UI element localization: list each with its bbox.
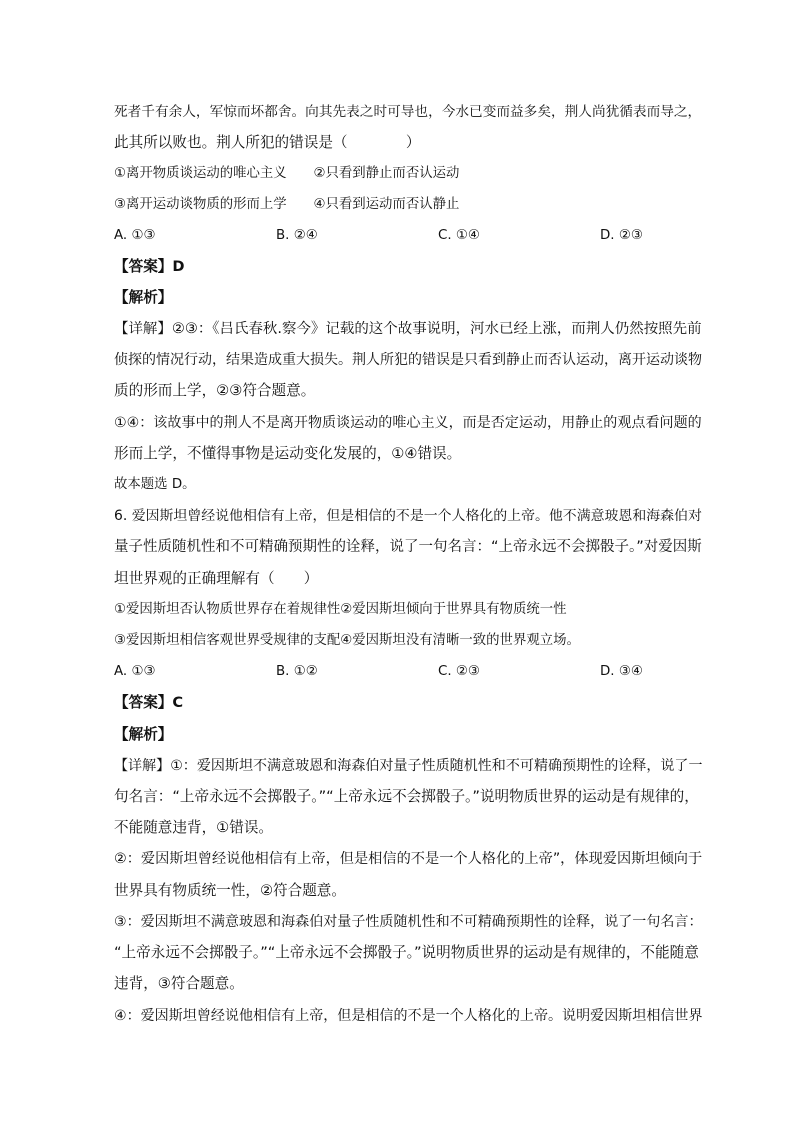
q5-answer: 【答案】D <box>114 258 185 275</box>
q6-detail-line-9: ④：爱因斯坦曾经说他相信有上帝，但是相信的不是一个人格化的上帝。说明爱因斯坦相信世界 <box>114 1008 703 1024</box>
q6-detail-line-8: 违背，③符合题意。 <box>114 975 244 992</box>
q6-item-line-2: ③爱因斯坦相信客观世界受规律的支配④爱因斯坦没有清晰一致的世界观立场。 <box>114 633 580 648</box>
q6-detail-line-7: “上帝永远不会掷骰子。”“上帝永远不会掷骰子。”说明物质世界的运动是有规律的，不能随意 <box>114 944 699 961</box>
q6-stem-line-2: 量子性质随机性和不可精确预期性的诠释，说了一句名言：“上帝永远不会掷骰子。”对爱因斯 <box>114 539 702 555</box>
q6-detail-line-2: 句名言：“上帝永远不会掷骰子。”“上帝永远不会掷骰子。”说明物质世界的运动是有规律的， <box>114 788 699 805</box>
q5-option-b: B. ②④ <box>276 228 318 243</box>
q6-detail-line-3: 不能随意违背，①错误。 <box>114 819 274 836</box>
q6-detail-line-6: ③：爱因斯坦不满意玻恩和海森伯对量子性质随机性和不可精确预期性的诠释，说了一句名言： <box>114 914 703 930</box>
q5-detail-line-1: 【详解】②③：《吕氏春秋.察今》记载的这个故事说明，河水已经上涨，而荆人仍然按照先前 <box>114 321 702 337</box>
q6-item-line-1: ①爱因斯坦否认物质世界存在着规律性②爱因斯坦倾向于世界具有物质统一性 <box>114 602 567 617</box>
q5-option-a: A. ①③ <box>114 228 156 243</box>
q5-item-line-1: ①离开物质谈运动的唯心主义 ②只看到静止而否认运动 <box>114 166 460 181</box>
q5-conclusion: 故本题选 D。 <box>114 477 196 492</box>
q6-detail-line-5: 世界具有物质统一性，②符合题意。 <box>114 882 346 899</box>
q5-stem-line-1: 死者千有余人，军惊而坏都舍。向其先表之时可导也，今水已变而益多矣，荆人尚犹循表而导之， <box>114 104 702 120</box>
q6-option-b: B. ①② <box>276 664 318 679</box>
q6-detail-line-1: 【详解】①：爱因斯坦不满意玻恩和海森伯对量子性质随机性和不可精确预期性的诠释，说了一 <box>114 758 703 774</box>
q6-analysis-title: 【解析】 <box>114 726 173 743</box>
q6-option-a: A. ①③ <box>114 664 156 679</box>
q5-detail-line-2: 侦探的情况行动，结果造成重大损失。荆人所犯的错误是只看到静止而否认运动，离开运动谈物 <box>114 352 702 368</box>
q5-analysis-title: 【解析】 <box>114 289 173 306</box>
q5-detail-line-4: ①④：该故事中的荆人不是离开物质谈运动的唯心主义，而是否定运动，用静止的观点看问题的 <box>114 415 702 431</box>
q6-option-c: C. ②③ <box>438 664 480 679</box>
q6-stem-line-1: 6. 爱因斯坦曾经说他相信有上帝，但是相信的不是一个人格化的上帝。他不满意玻恩和海森伯对 <box>114 508 702 524</box>
q5-option-c: C. ①④ <box>438 228 480 243</box>
q5-stem-line-2: 此其所以败也。荆人所犯的错误是（ ） <box>114 134 421 151</box>
q5-option-d: D. ②③ <box>600 228 643 243</box>
q5-detail-line-5: 形而上学，不懂得事物是运动变化发展的，①④错误。 <box>114 445 462 462</box>
q6-option-d: D. ③④ <box>600 664 643 679</box>
q6-answer: 【答案】C <box>114 694 184 711</box>
q5-item-line-2: ③离开运动谈物质的形而上学 ④只看到运动而否认静止 <box>114 197 460 212</box>
q6-detail-line-4: ②：爱因斯坦曾经说他相信有上帝，但是相信的不是一个人格化的上帝”，体现爱因斯坦倾向于 <box>114 851 703 867</box>
q5-detail-line-3: 质的形而上学，②③符合题意。 <box>114 382 316 399</box>
q6-stem-line-3: 坦世界观的正确理解有（ ） <box>114 570 319 587</box>
